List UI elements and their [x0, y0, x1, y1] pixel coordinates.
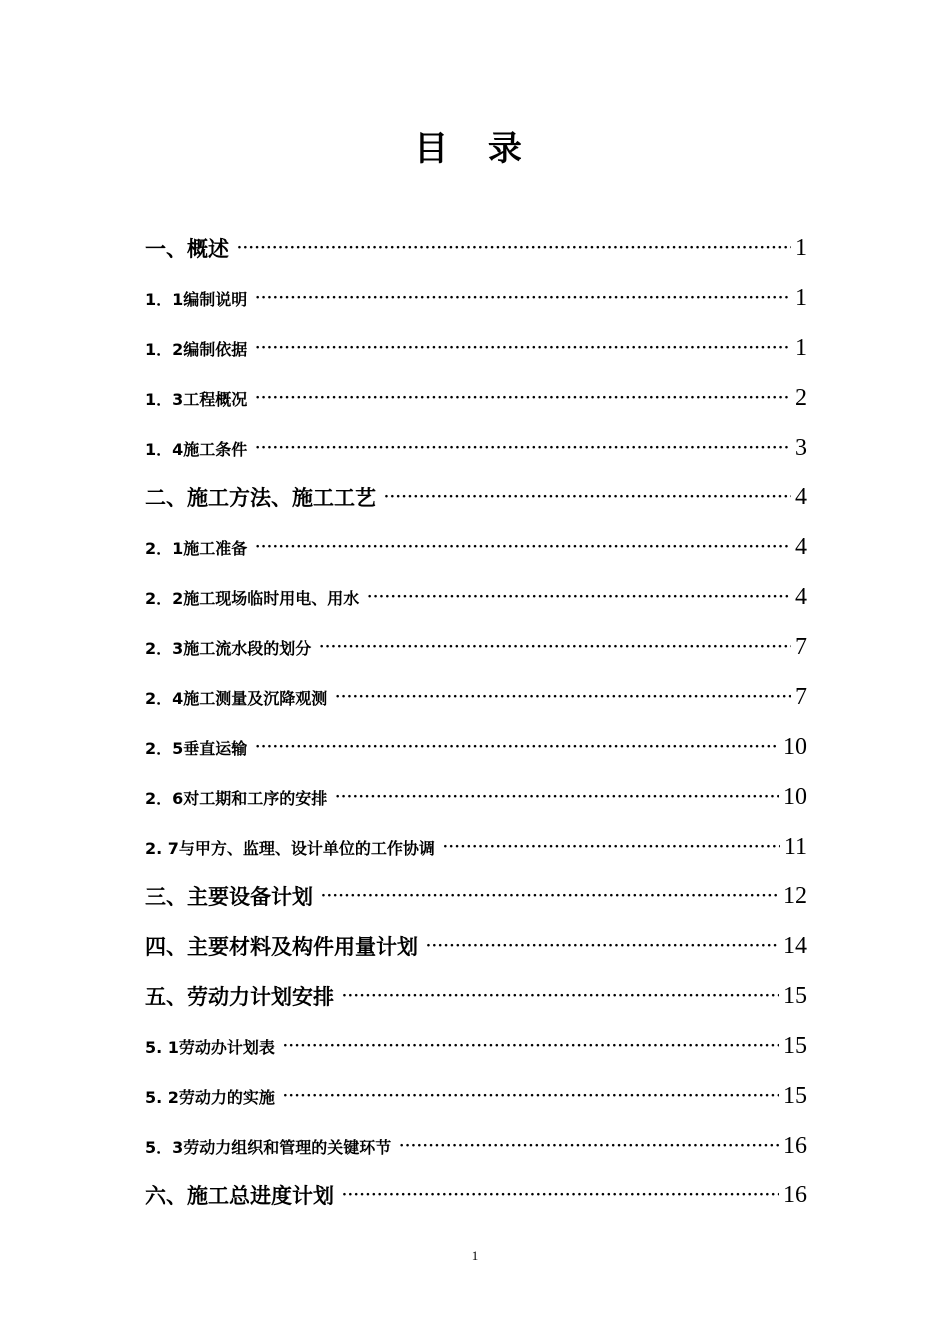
- toc-entry-page: 2: [795, 384, 807, 411]
- dot-leader: [283, 1086, 779, 1106]
- toc-entry-page: 15: [783, 1032, 807, 1059]
- toc-entry-label: 一、概述: [145, 237, 229, 261]
- toc-entry-page: 4: [795, 483, 807, 510]
- dot-leader: [335, 787, 779, 807]
- toc-entry-label: 1．1编制说明: [145, 289, 248, 309]
- dot-leader: [335, 687, 791, 707]
- toc-entry-label: 2．5垂直运输: [145, 738, 248, 758]
- toc-entry-page: 10: [783, 733, 807, 760]
- toc-entry-label: 2．3施工流水段的划分: [145, 638, 312, 658]
- toc-entry-page: 12: [783, 882, 807, 909]
- toc-entry[interactable]: [145, 378, 807, 418]
- toc-entry-page: 1: [795, 234, 807, 261]
- toc-entry[interactable]: [145, 1126, 807, 1166]
- toc-entry[interactable]: [145, 1175, 807, 1215]
- toc-entry-label: 1．2编制依据: [145, 339, 248, 359]
- dot-leader: [255, 388, 791, 408]
- toc-entry[interactable]: [145, 527, 807, 567]
- toc-entry[interactable]: [145, 677, 807, 717]
- toc-entry-page: 7: [795, 633, 807, 660]
- document-title: 目 录: [414, 129, 536, 169]
- toc-entry-page: 15: [783, 982, 807, 1009]
- toc-entry-label: 2. 7与甲方、监理、设计单位的工作协调: [145, 838, 435, 858]
- toc-entry-label: 2．4施工测量及沉降观测: [145, 688, 328, 708]
- toc-entry[interactable]: [145, 777, 807, 817]
- toc-entry-label: 2．2施工现场临时用电、用水: [145, 588, 360, 608]
- dot-leader: [255, 288, 791, 308]
- dot-leader: [319, 637, 791, 657]
- toc-entry-label: 2．6对工期和工序的安排: [145, 788, 328, 808]
- toc-entry-page: 4: [795, 533, 807, 560]
- dot-leader: [426, 936, 779, 956]
- toc-entry-label: 5. 1劳动办计划表: [145, 1037, 275, 1057]
- toc-entry-page: 3: [795, 434, 807, 461]
- toc-entry[interactable]: [145, 827, 807, 867]
- dot-leader: [255, 338, 791, 358]
- toc-entry-page: 1: [795, 284, 807, 311]
- toc-entry[interactable]: [145, 328, 807, 368]
- toc-entry-label: 四、主要材料及构件用量计划: [145, 935, 418, 959]
- toc-entry[interactable]: [145, 976, 807, 1016]
- toc-entry-label: 1．4施工条件: [145, 439, 248, 459]
- toc-entry-page: 15: [783, 1082, 807, 1109]
- toc-entry[interactable]: [145, 428, 807, 468]
- dot-leader: [367, 587, 791, 607]
- toc-entry[interactable]: [145, 477, 807, 517]
- toc-entry-label: 5．3劳动力组织和管理的关键环节: [145, 1137, 392, 1157]
- toc-entry-page: 16: [783, 1132, 807, 1159]
- toc-entry[interactable]: [145, 926, 807, 966]
- toc-entry-label: 三、主要设备计划: [145, 885, 313, 909]
- toc-entry[interactable]: [145, 228, 807, 268]
- toc-entry-label: 2．1施工准备: [145, 538, 248, 558]
- toc-entry[interactable]: [145, 727, 807, 767]
- page-number: 1: [471, 1248, 479, 1263]
- toc-entry[interactable]: [145, 1026, 807, 1066]
- toc-entry-page: 1: [795, 334, 807, 361]
- toc-entry-label: 5. 2劳动力的实施: [145, 1087, 275, 1107]
- toc-entry-label: 1．3工程概况: [145, 389, 248, 409]
- dot-leader: [255, 438, 791, 458]
- toc-entry[interactable]: [145, 627, 807, 667]
- toc-entry-page: 14: [783, 932, 807, 959]
- dot-leader: [342, 986, 779, 1006]
- toc-entry[interactable]: [145, 876, 807, 916]
- toc-entry-label: 二、施工方法、施工工艺: [145, 486, 376, 510]
- toc-entry[interactable]: [145, 577, 807, 617]
- toc-entry-page: 16: [783, 1181, 807, 1208]
- dot-leader: [342, 1185, 779, 1205]
- dot-leader: [399, 1136, 779, 1156]
- toc-entry-page: 4: [795, 583, 807, 610]
- dot-leader: [321, 886, 779, 906]
- dot-leader: [255, 537, 791, 557]
- dot-leader: [384, 487, 791, 507]
- dot-leader: [443, 837, 780, 857]
- toc-entry-page: 10: [783, 783, 807, 810]
- toc-entry-page: 7: [795, 683, 807, 710]
- toc-entry[interactable]: [145, 1076, 807, 1116]
- dot-leader: [237, 238, 791, 258]
- dot-leader: [255, 737, 779, 757]
- toc-entry-label: 五、劳动力计划安排: [145, 985, 334, 1009]
- dot-leader: [283, 1036, 779, 1056]
- toc-entry[interactable]: [145, 278, 807, 318]
- toc-entry-label: 六、施工总进度计划: [145, 1184, 334, 1208]
- toc-entry-page: 11: [783, 833, 807, 860]
